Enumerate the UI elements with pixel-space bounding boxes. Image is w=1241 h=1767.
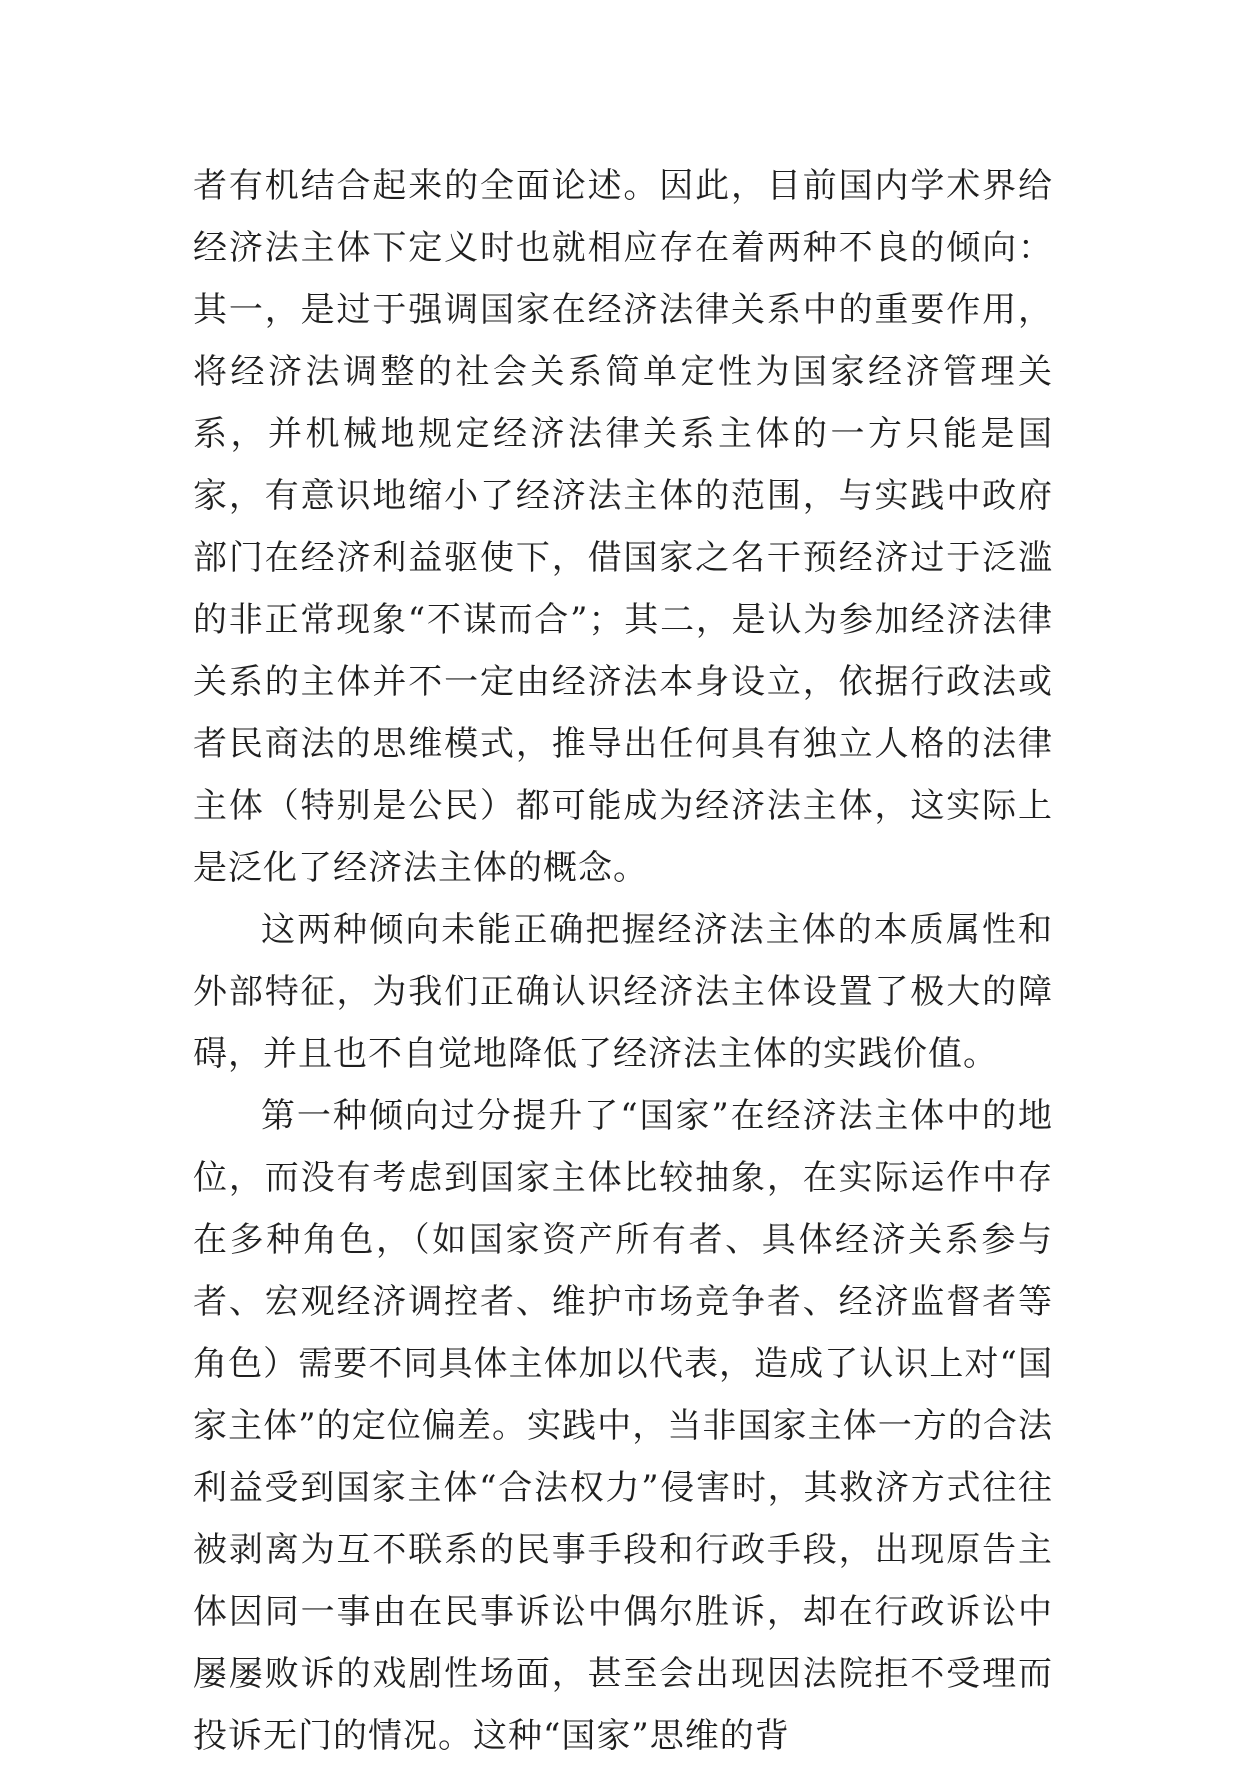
paragraph-2: 这两种倾向未能正确把握经济法主体的本质属性和外部特征，为我们正确认识经济法主体设置了极大的障碍，并且也不自觉地降低了经济法主体的实践价值。 bbox=[193, 910, 1053, 1074]
paragraph-3: 第一种倾向过分提升了“国家”在经济法主体中的地位，而没有考虑到国家主体比较抽象，在实际运作中存在多种角色，（如国家资产所有者、具体经济关系参与者、宏观经济调控者、维护市场竞争者、经济监督者等角色）需要不同具体主体加以代表，造成了认识上对“国家主体”的定位偏差。实践中，当非国家主体一方的合法利益受到国家主体“合法权力”侵害时，其救济方式往往被剥离为互不联系的民事手段和行政手段，出现原告主体因同一事由在民事诉讼中偶尔胜诉，却在行政诉讼中屡屡败诉的戏剧性场面，甚至会出现因法院拒不受理而投诉无门的情况。这种“国家”思维的背 bbox=[193, 1096, 1053, 1756]
paragraph-1: 者有机结合起来的全面论述。因此，目前国内学术界给经济法主体下定义时也就相应存在着两种不良的倾向：其一，是过于强调国家在经济法律关系中的重要作用，将经济法调整的社会关系简单定性为国家经济管理关系，并机械地规定经济法律关系主体的一方只能是国家，有意识地缩小了经济法主体的范围，与实践中政府部门在经济利益驱使下，借国家之名干预经济过于泛滥的非正常现象“不谋而合”；其二，是认为参加经济法律关系的主体并不一定由经济法本身设立，依据行政法或者民商法的思维模式，推导出任何具有独立人格的法律主体（特别是公民）都可能成为经济法主体，这实际上是泛化了经济法主体的概念。 bbox=[193, 166, 1053, 888]
body-text bbox=[193, 155, 1053, 1767]
